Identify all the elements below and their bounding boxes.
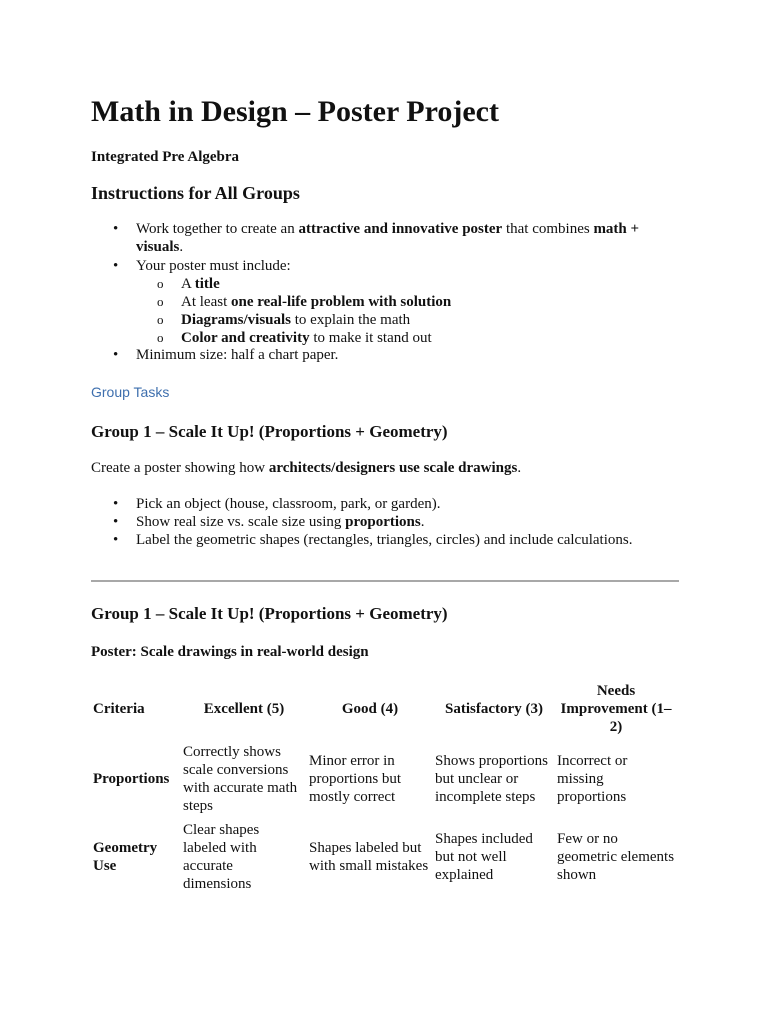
group1-heading: Group 1 – Scale It Up! (Proportions + Geometry) [91,422,448,441]
task-item: Label the geometric shapes (rectangles, triangles, circles) and include calculations. [136,532,633,548]
header-good: Good (4) [341,701,399,717]
requirement-item: At least one real-life problem with solution [181,294,452,310]
rubric-header-row [91,678,677,740]
requirement-item: Diagrams/visuals to explain the math [181,312,411,328]
instructions-heading: Instructions for All Groups [91,183,300,203]
instruction-item: Work together to create an attractive and innovative poster that combines math + visuals. [136,221,640,255]
sub-bullet-icon: o [157,276,164,291]
rubric-table [91,678,677,896]
header-needs-improvement: Needs Improvement (1–2) [560,683,672,735]
needs-cell: Few or no geometric elements shown [557,831,675,883]
requirement-item: Color and creativity to make it stand out [181,330,432,346]
excellent-cell: Clear shapes labeled with accurate dimensions [183,822,260,892]
sub-bullet-icon: o [157,312,164,327]
criteria-cell: Proportions [93,771,170,787]
instruction-item: Your poster must include: [136,258,291,274]
needs-cell: Incorrect or missing proportions [557,753,628,805]
good-cell: Minor error in proportions but mostly correct [309,753,402,805]
group-tasks-heading: Group Tasks [91,384,170,400]
page-title: Math in Design – Poster Project [91,95,499,128]
bullet-icon: • [113,532,119,548]
bullet-icon: • [113,514,119,530]
header-excellent: Excellent (5) [203,701,285,717]
table-row [91,740,677,818]
bullet-icon: • [113,347,119,363]
header-satisfactory: Satisfactory (3) [445,701,543,717]
sub-bullet-icon: o [157,294,164,309]
excellent-cell: Correctly shows scale conversions with accurate math steps [183,744,298,814]
group1-intro: Create a poster showing how architects/designers use scale drawings. [91,460,522,476]
table-row [91,818,677,896]
bullet-icon: • [113,258,119,274]
section-divider [91,580,679,582]
instruction-item: Minimum size: half a chart paper. [136,347,339,363]
task-item: Pick an object (house, classroom, park, or garden). [136,496,441,512]
task-item: Show real size vs. scale size using proportions. [136,514,425,530]
rubric-heading: Group 1 – Scale It Up! (Proportions + Geometry) [91,604,448,623]
poster-description: Poster: Scale drawings in real-world design [91,644,369,660]
bullet-icon: • [113,221,119,237]
header-criteria: Criteria [93,701,145,717]
sub-bullet-icon: o [157,330,164,345]
course-subtitle: Integrated Pre Algebra [91,149,240,165]
satisfactory-cell: Shapes included but not well explained [435,831,533,883]
requirement-item: A title [181,276,220,292]
good-cell: Shapes labeled but with small mistakes [309,840,429,874]
criteria-cell: Geometry Use [93,840,158,874]
bullet-icon: • [113,496,119,512]
satisfactory-cell: Shows proportions but unclear or incomplete steps [435,753,548,805]
